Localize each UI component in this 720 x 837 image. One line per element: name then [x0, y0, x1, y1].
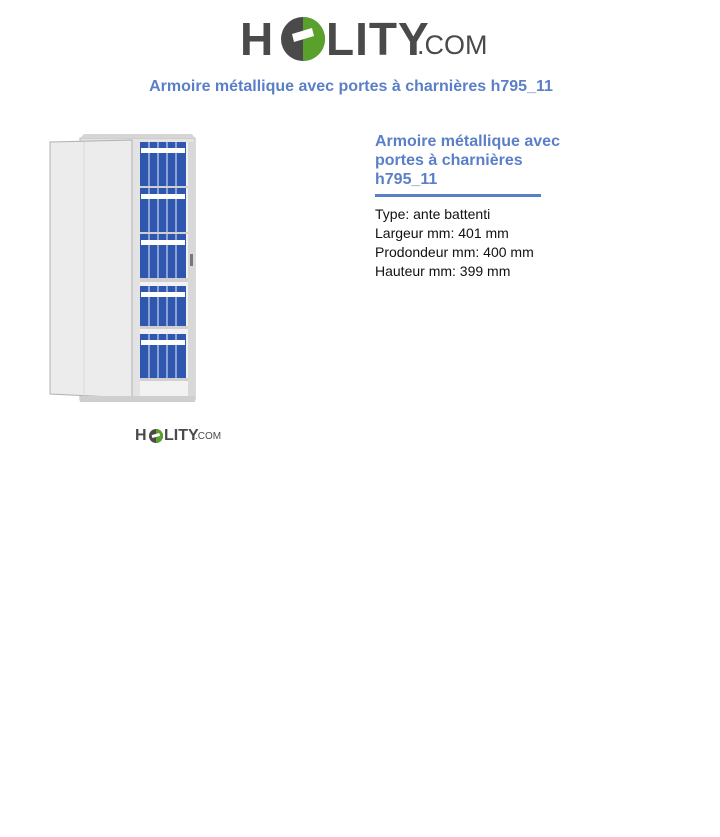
- small-logo-letter-h: H: [135, 427, 147, 444]
- spec-depth: Prodondeur mm: 400 mm: [375, 244, 534, 260]
- spec-height: Hauteur mm: 399 mm: [375, 263, 511, 279]
- logo-letters-lity: LITY: [326, 13, 430, 65]
- title-divider: [375, 194, 541, 197]
- spec-width: Largeur mm: 401 mm: [375, 225, 509, 241]
- logo-suffix: .COM: [417, 30, 488, 60]
- logo-letter-h: H: [240, 13, 275, 65]
- page-title: Armoire métallique avec portes à charnières h795_11: [149, 78, 553, 95]
- product-specs: [375, 205, 534, 281]
- brand-logo[interactable]: [240, 12, 490, 66]
- brand-logo-small[interactable]: [135, 425, 225, 447]
- spec-type: Type: ante battenti: [375, 206, 491, 222]
- small-logo-letters-lity: LITY: [164, 427, 199, 444]
- small-logo-suffix: .COM: [195, 431, 222, 442]
- product-image: [40, 128, 205, 408]
- product-title: Armoire métallique avec portes à charnières h795_11: [375, 133, 560, 188]
- small-logo-o-icon: [148, 428, 164, 444]
- logo-o-icon: [278, 14, 328, 64]
